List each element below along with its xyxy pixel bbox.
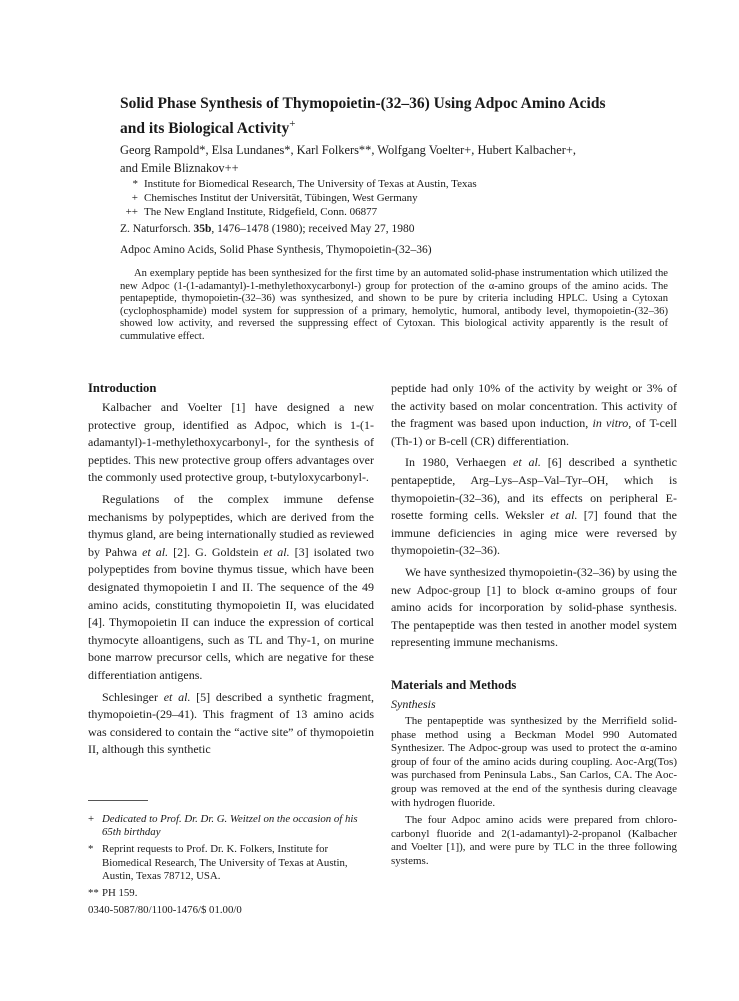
footnote-mark: *: [88, 843, 94, 856]
issn-code: 0340-5087/80/1100-1476/$ 01.00/0: [88, 904, 242, 917]
footnote-text: Reprint requests to Prof. Dr. K. Folkers, Institute for Biomedical Research, The University of Texas at Austin, Austin, Texas 78712, USA.: [102, 843, 348, 882]
et-al: et al.: [142, 544, 169, 559]
et-al: et al.: [163, 689, 191, 704]
footnote-item: [88, 887, 378, 900]
authors-line-2: and Emile Bliznakov++: [120, 160, 239, 175]
journal-name: Z. Naturforsch.: [120, 223, 191, 235]
citation-details: , 1476–1478 (1980); received May 27, 1980: [211, 223, 415, 235]
affiliation-mark: *: [132, 178, 138, 190]
et-al: et al.: [550, 508, 578, 523]
footnote-mark: +: [88, 813, 95, 825]
footnotes: [88, 813, 378, 917]
footnote-divider: [88, 800, 148, 801]
et-al: et al.: [263, 544, 290, 559]
title-line-2: and its Biological Activity: [120, 120, 290, 138]
article-title: [120, 93, 640, 139]
in-vitro: in vitro,: [592, 416, 632, 431]
footnote-text: Dedicated to Prof. Dr. Dr. G. Weitzel on the occasion of his 65th birthday: [102, 813, 358, 839]
footnote-mark: **: [88, 887, 99, 900]
right-paragraph-2: In 1980, Verhaegen et al. [6] described a synthetic pentapeptide, Arg–Lys–Asp–Val–Tyr–OH, which is thymopoietin-(32–36), and its effects on peripheral E-rosette forming cells. Weksler et al. [7] found that the immune deficiencies in aging mice were reversed by thymopoietin-(32–36).: [391, 455, 678, 558]
right-column: [391, 380, 677, 656]
intro-paragraph-1: Kalbacher and Voelter [1] have designed a new protective group, identified as Adpoc, which is 1-(1-adamantyl)-1-methylethoxycarbonyl-, for the synthesis of peptides. This new protective group offers advantages over the commonly used protective group, t-butyloxycarbonyl-.: [88, 400, 374, 485]
materials-methods-heading: Materials and Methods: [391, 678, 517, 692]
et-al: et al.: [513, 455, 541, 470]
footnote-text: PH 159.: [102, 887, 138, 900]
intro-paragraph-2: Regulations of the complex immune defense mechanisms by polypeptides, which are derived from the thymus gland, are being internationally studied as reviewed by Pahwa et al. [2]. G. Goldstein et al. [3] isolated two polypeptides from bovine thymus tissue, which have been designated thymopoietin I and II. The sequence of the 49 amino acids, constituting thymopoietin II, was elucidated [4]. Thymopoietin II can induce the expression of cortical thymocyte alloantigens, such as TL and Thy-1, on murine bone marrow precursor cells, which are negative for these differentiation antigens.: [88, 491, 374, 682]
intro-paragraph-3: Schlesinger et al. [5] described a synthetic fragment, thymopoietin-(29–41). This fragment of 13 amino acids was considered to contain the “active site” of thymopoietin II, although this synthetic: [88, 689, 375, 757]
journal-citation: [120, 222, 665, 237]
left-column: [88, 380, 374, 763]
title-footnote-mark: +: [289, 118, 296, 130]
right-paragraph-1: peptide had only 10% of the activity by weight or 3% of the activity based on molar concentration. This activity of the fragment was based upon induction, in vitro, of T-cell (Th-1) or B-cell (CR) differentiation.: [391, 381, 677, 448]
affiliation-item: [120, 191, 665, 205]
authors-line-1: Georg Rampold*, Elsa Lundanes*, Karl Folkers**, Wolfgang Voelter+, Hubert Kalbacher+,: [120, 143, 576, 157]
synthesis-subheading: Synthesis: [391, 697, 436, 711]
keywords: Adpoc Amino Acids, Solid Phase Synthesis, Thymopoietin-(32–36): [120, 244, 432, 256]
affiliation-text: Institute for Biomedical Research, The University of Texas at Austin, Texas: [144, 178, 477, 190]
footnote-item: [88, 843, 378, 883]
affiliation-mark: +: [131, 192, 138, 204]
abstract: An exemplary peptide has been synthesized for the first time by an automated solid-phase instrumentation which utilized the new Adpoc (1-(1-adamantyl)-1-methylethoxycarbonyl-) group for protection of the α-amino groups of the amino acids. The pentapeptide, thymopoietin-(32–36) was synthesized, and shown to be pure by criteria including HPLC. Using a Cytoxan (cyclophosphamide) model system for suppression of a primary, hemolytic, humoral, antibody level, thymopoietin-(32–36) showed low activity, and reversed the suppressing effect of Cytoxan. This biological activity apparently is the result of cummulative effect.: [120, 268, 668, 342]
affiliation-item: [120, 205, 665, 219]
affiliation-item: [120, 177, 665, 191]
author-list: [120, 142, 665, 177]
methods-paragraph-1: The pentapeptide was synthesized by the Merrifield solid-phase method using a Beckman Model 990 Automated Synthesizer. The Adpoc-group was used to protect the α-amino group of four of the amino acids during coupling. Aoc-Arg(Tos) was purchased from Peninsula Labs., San Carlos, CA. The Aoc-group was removed at the end of the synthesis during cleavage with hydrogen fluoride.: [391, 715, 677, 809]
footnote-item: [88, 813, 378, 839]
right-paragraph-3: We have synthesized thymopoietin-(32–36) by using the new Adpoc-group [1] to block α-amino groups of four amino acids for incorporation by solid-phase synthesis. The pentapeptide was then tested in another model system representing immune mechanisms.: [391, 564, 677, 650]
title-line-1: Solid Phase Synthesis of Thymopoietin-(32–36) Using Adpoc Amino Acids: [120, 95, 606, 112]
affiliations: [120, 177, 665, 219]
affiliation-text: The New England Institute, Ridgefield, Conn. 06877: [144, 206, 378, 218]
affiliation-text: Chemisches Institut der Universität, Tübingen, West Germany: [144, 192, 418, 204]
materials-methods-section: [391, 677, 677, 873]
introduction-heading: Introduction: [88, 381, 157, 395]
journal-volume: 35b: [193, 223, 212, 235]
methods-paragraph-2: The four Adpoc amino acids were prepared from chloro-carbonyl fluoride and 2(1-adamantyl)-2-propanol (Kalbacher and Voelter [1]), and were pure by TLC in the three following systems.: [391, 814, 677, 867]
affiliation-mark: ++: [125, 206, 138, 218]
